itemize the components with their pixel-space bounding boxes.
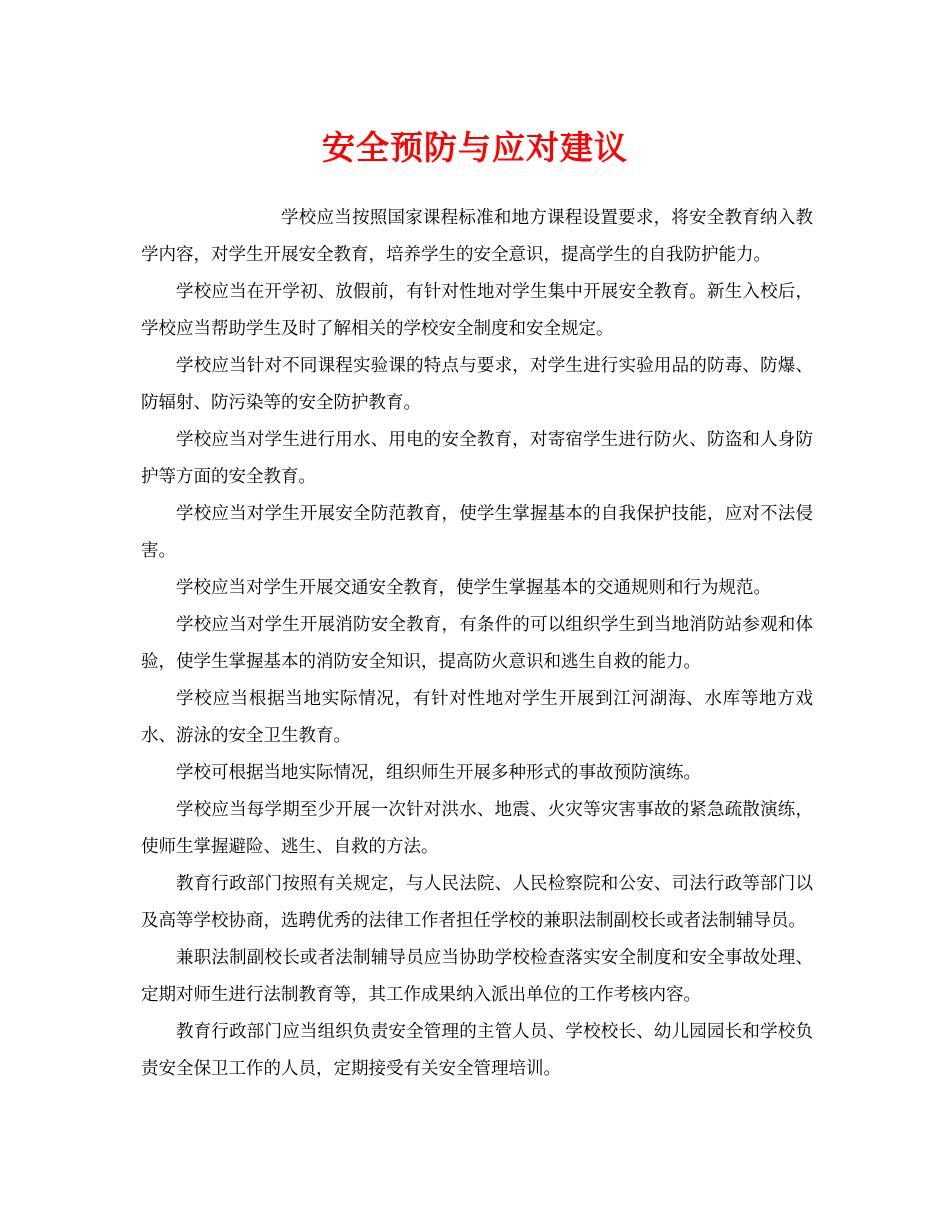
paragraph: 学校应当对学生开展交通安全教育，使学生掌握基本的交通规则和行为规范。 <box>176 578 771 598</box>
paragraph: 学校应当按照国家课程标准和地方课程设置要求，将安全教育纳入教学内容，对学生开展安全教育，培养学生的安全意识，提高学生的自我防护能力。 <box>141 208 813 265</box>
paragraph: 学校应当对学生开展安全防范教育，使学生掌握基本的自我保护技能，应对不法侵害。 <box>141 504 813 561</box>
paragraph: 学校应当对学生开展消防安全教育，有条件的可以组织学生到当地消防站参观和体验，使学生掌握基本的消防安全知识，提高防火意识和逃生自救的能力。 <box>141 615 813 672</box>
paragraph: 学校可根据当地实际情况，组织师生开展多种形式的事故预防演练。 <box>176 763 701 783</box>
paragraph: 教育行政部门应当组织负责安全管理的主管人员、学校校长、幼儿园园长和学校负责安全保卫工作的人员，定期接受有关安全管理培训。 <box>141 1022 813 1079</box>
document-body <box>141 200 813 1088</box>
paragraph: 教育行政部门按照有关规定，与人民法院、人民检察院和公安、司法行政等部门以及高等学校协商，选聘优秀的法律工作者担任学校的兼职法制副校长或者法制辅导员。 <box>141 874 813 931</box>
paragraph: 学校应当针对不同课程实验课的特点与要求，对学生进行实验用品的防毒、防爆、防辐射、防污染等的安全防护教育。 <box>141 356 813 413</box>
paragraph: 学校应当每学期至少开展一次针对洪水、地震、火灾等灾害事故的紧急疏散演练，使师生掌握避险、逃生、自救的方法。 <box>141 800 813 857</box>
paragraph: 学校应当在开学初、放假前，有针对性地对学生集中开展安全教育。新生入校后，学校应当帮助学生及时了解相关的学校安全制度和安全规定。 <box>141 282 813 339</box>
paragraph: 学校应当对学生进行用水、用电的安全教育，对寄宿学生进行防火、防盗和人身防护等方面的安全教育。 <box>141 430 813 487</box>
paragraph: 学校应当根据当地实际情况，有针对性地对学生开展到江河湖海、水库等地方戏水、游泳的安全卫生教育。 <box>141 689 813 746</box>
paragraph: 兼职法制副校长或者法制辅导员应当协助学校检查落实安全制度和安全事故处理、定期对师生进行法制教育等，其工作成果纳入派出单位的工作考核内容。 <box>141 948 813 1005</box>
page-title: 安全预防与应对建议 <box>322 128 628 167</box>
